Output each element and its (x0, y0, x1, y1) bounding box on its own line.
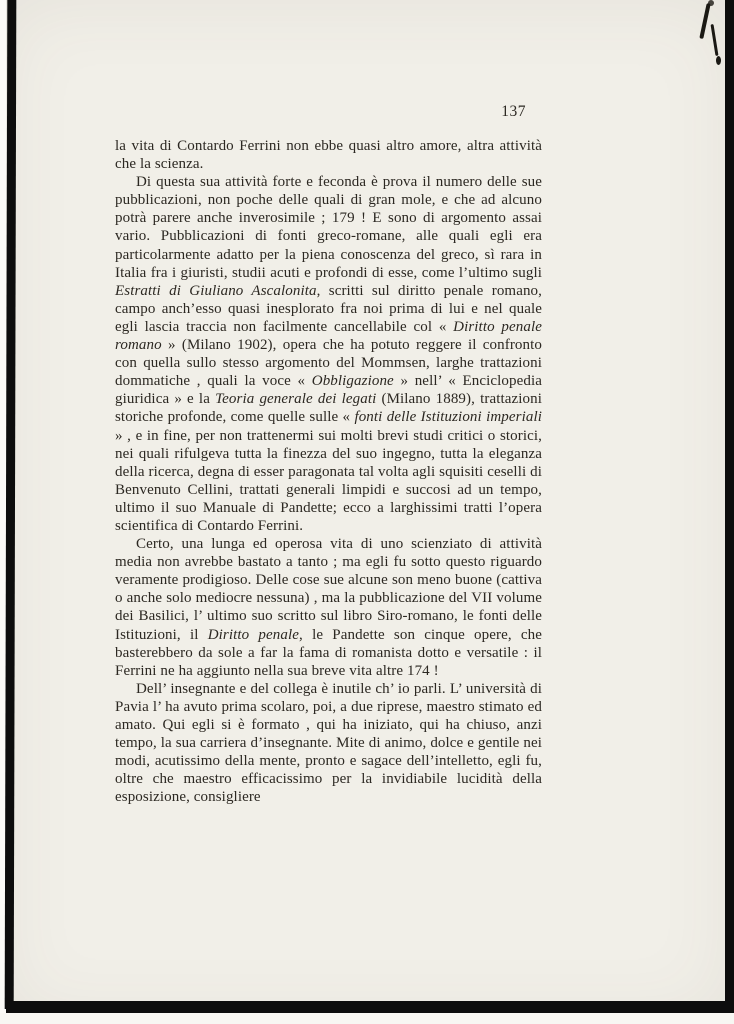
body-text (115, 137, 542, 806)
text-run: » , e in fine, per non trattenermi sui molti brevi studi critici o storici, nei quali rifulgeva tutta la finezza del suo ingegno, tutta la eleganza della ricerca, degna di esser paragonata tal volta agli squisiti ceselli di Benvenuto Cellini, trattati generali limpidi e succosi ad un tempo, ultimo il suo Manuale di Pandette; ecco a larghissimi tratti l’opera scientifica di Contardo Ferrini. (115, 427, 542, 534)
paragraph (115, 173, 542, 535)
text-run: » (Milano 1902), opera che ha potuto reggere il confronto con quella sullo stesso argomento del Mommsen, larghe trattazioni dommatiche , quali la voce « (115, 337, 542, 390)
italic-run: Estratti di Giuliano Ascalonita (115, 282, 317, 299)
italic-run: Teoria generale dei legati (215, 391, 377, 408)
paragraph (115, 535, 542, 680)
text-run: Dell’ insegnante e del collega è inutile ch’ io parli. L’ università di Pavia l’ ha avuto prima scolaro, poi, a due riprese, maestro stimato ed amato. Qui egli si è formato , qui ha iniziato, qui ha chiuso, anzi tempo, la sua carriera d’insegnante. Mite di animo, dolce e gentile nei modi, acutissimo della mente, pronto e sagace dell’intelletto, egli fu, oltre che maestro efficacissimo per la invidiabile lucidità della esposizione, consigliere (115, 680, 542, 806)
italic-run: Diritto penale romano (115, 318, 542, 354)
paragraph (115, 680, 542, 807)
text-run: , scritti sul diritto penale romano, campo anch’esso quasi inesplorato fra noi prima di lui e nel quale egli lascia traccia non facilmente cancellabile col « (115, 282, 542, 335)
text-run: (Milano 1889), trattazioni storiche profonde, come quelle sulle « (115, 391, 543, 426)
scan-artifact-mark (711, 24, 719, 56)
scan-artifact-mark (699, 3, 710, 39)
scan-edge-bottom (6, 1001, 734, 1013)
scan-margin-bottom (0, 1013, 734, 1024)
paragraph (115, 137, 542, 173)
text-run: Di questa sua attività forte e feconda è prova il numero delle sue pubblicazioni, non poche delle quali di gran mole, e che ad alcuno potrà parere anche inverosimile ; 179 ! E sono di argomento assai vario. Pubblicazioni di fonti greco-romane, alle quali egli era particolarmente adatto per la piena conoscenza del greco, sì rara in Italia fra i giuristi, studii acuti e profondi di esse, come l’ultimo sugli (115, 174, 542, 281)
scan-artifact-mark (716, 56, 721, 65)
text-run: , le Pandette son cinque opere, che basterebbero da sole a far la fama di romanista dotto e versatile : il Ferrini ne ha aggiunto nella sua breve vita altre 174 ! (115, 626, 543, 679)
text-run: Certo, una lunga ed operosa vita di uno scienziato di attività media non avrebbe bastato a tanto ; ma egli fu sotto questo riguardo veramente prodigioso. Delle cose sue alcune son meno buone (cattiva o anche solo mediocre nessuna) , ma la pubblicazione del VII volume dei Basilici, l’ ultimo suo scritto sul libro Siro-romano, le fonti delle Istituzioni, il (115, 536, 542, 643)
italic-run: Diritto penale (207, 626, 300, 643)
italic-run: fonti delle Istituzioni imperiali (354, 409, 542, 426)
scan-edge-left (5, 0, 17, 1009)
page-number: 137 (501, 103, 526, 120)
scan-edge-right (725, 0, 734, 1013)
scan-artifact-mark (708, 0, 714, 6)
text-run: » nell’ « Enciclopedia giuridica » e la (115, 373, 542, 408)
text-run: la vita di Contardo Ferrini non ebbe quasi altro amore, altra attività che la scienza. (115, 138, 542, 173)
italic-run: Obbligazione (311, 373, 394, 390)
